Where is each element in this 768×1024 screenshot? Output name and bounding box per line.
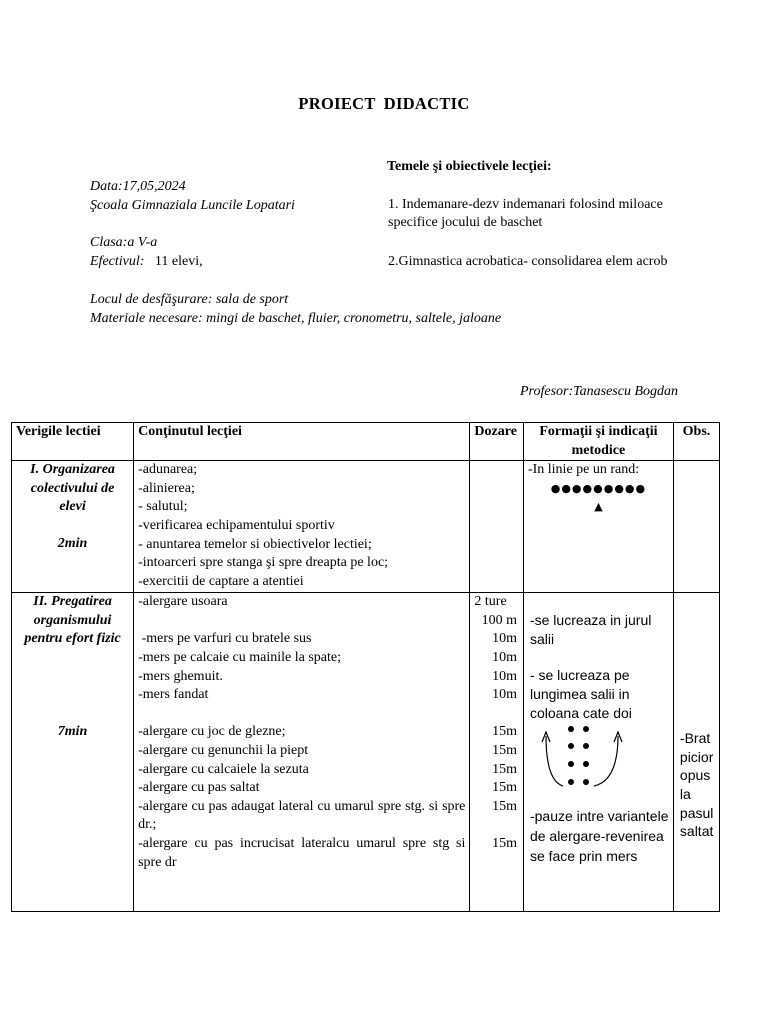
list-item: -alergare cu calcaiele la sezuta bbox=[138, 761, 309, 777]
formation-note-1: -se lucreaza in jurul salii bbox=[529, 612, 652, 647]
dosage-value: 15m bbox=[492, 780, 517, 796]
dosage-value bbox=[472, 816, 517, 835]
column-formation-diagram bbox=[530, 722, 669, 794]
header-formation: Formaţii şi indicaţii metodice bbox=[523, 423, 673, 461]
dosage-value: 10m bbox=[492, 631, 517, 647]
list-item: -exercitii de captare a atentiei bbox=[138, 573, 304, 589]
list-item: -alergare cu pas saltat bbox=[138, 780, 260, 796]
header-stages: Verigile lectiei bbox=[12, 423, 134, 461]
table-row bbox=[12, 593, 720, 912]
stage-1-formation bbox=[523, 461, 673, 593]
stage-2-obs bbox=[673, 593, 719, 912]
dosage-value: 10m bbox=[492, 649, 517, 665]
list-item: -verificarea echipamentului sportiv bbox=[138, 517, 335, 533]
list-item: -adunarea; bbox=[138, 462, 198, 478]
dosage-value: 2 ture bbox=[474, 594, 507, 610]
formation-line-label: -In linie pe un rand: bbox=[527, 462, 640, 478]
dosage-value: 100 m bbox=[481, 612, 517, 628]
list-item: -alergare usoara bbox=[138, 594, 228, 610]
lesson-date: Data:17,05,2024 bbox=[90, 179, 186, 194]
stage-2-dosage bbox=[470, 593, 524, 912]
list-item: -mers fandat bbox=[138, 687, 209, 703]
table-row bbox=[12, 461, 720, 593]
stage-1-content bbox=[134, 461, 470, 593]
stage-1-name: I. Organizarea colectivului de elevi bbox=[30, 462, 115, 515]
stage-2-time: 7min bbox=[57, 723, 88, 739]
stage-2-content bbox=[134, 593, 470, 912]
formation-dots-icon: ●●●●●●●●● bbox=[550, 481, 647, 495]
page-title: PROIECT DIDACTIC bbox=[298, 94, 470, 113]
stage-1-time: 2min bbox=[57, 535, 88, 551]
list-item: -alergare cu pas adaugat lateral cu umarul spre stg. si spre dr.; bbox=[138, 798, 466, 833]
dosage-value: 15m bbox=[492, 798, 517, 814]
stage-1-dosage bbox=[470, 461, 524, 593]
list-item: - anuntarea temelor si obiectivelor lectiei; bbox=[138, 536, 372, 552]
school-name: Şcoala Gimnaziala Luncile Lopatari bbox=[90, 198, 295, 213]
teacher-triangle-icon: ▲ bbox=[594, 500, 603, 514]
formation-note-2: - se lucreaza pe lungimea salii in coloana cate doi bbox=[529, 667, 632, 721]
list-item: -intoarceri spre stanga şi spre dreapta pe loc; bbox=[138, 555, 389, 571]
objective-1: 1. Indemanare-dezv indemanari folosind miloace specifice jocului de baschet bbox=[388, 197, 663, 230]
effective-label: Efectivul: bbox=[90, 254, 145, 269]
dosage-value: 10m bbox=[492, 687, 517, 703]
dosage-value: 15m bbox=[492, 835, 517, 851]
list-item: -alergare cu joc de glezne; bbox=[138, 724, 286, 740]
header-content: Conţinutul lecţiei bbox=[134, 423, 470, 461]
stage-1-cell bbox=[12, 461, 134, 593]
dosage-value bbox=[472, 705, 517, 724]
obs-note: -Brat picior opus la pasul saltat bbox=[679, 730, 714, 840]
dosage-value: 15m bbox=[492, 742, 517, 758]
list-item: -mers ghemuit. bbox=[138, 668, 223, 684]
effective-value: 11 elevi, bbox=[154, 254, 203, 269]
list-item: -alergare cu genunchii la piept bbox=[138, 742, 309, 758]
list-item: - salutul; bbox=[138, 499, 188, 515]
header-obs: Obs. bbox=[673, 423, 719, 461]
class-name: Clasa:a V-a bbox=[90, 235, 158, 250]
stage-2-name: II. Pregatirea organismului pentru efort fizic bbox=[24, 594, 121, 647]
stage-2-cell bbox=[12, 593, 134, 912]
dosage-value: 15m bbox=[492, 761, 517, 777]
effective bbox=[90, 253, 203, 272]
objectives-heading: Temele şi obiectivele lecţiei: bbox=[387, 159, 552, 174]
list-item bbox=[138, 705, 465, 724]
stage-1-obs bbox=[673, 461, 719, 593]
stage-2-formation bbox=[523, 593, 673, 912]
materials: Materiale necesare: mingi de baschet, fluier, cronometru, saltele, jaloane bbox=[90, 311, 502, 326]
teacher-name: Profesor:Tanasescu Bogdan bbox=[520, 384, 679, 399]
lesson-table bbox=[11, 422, 720, 912]
objective-2: 2.Gimnastica acrobatica- consolidarea elem acrob bbox=[388, 254, 668, 269]
list-item bbox=[138, 612, 465, 631]
list-item: -mers pe varfuri cu bratele sus bbox=[138, 631, 312, 647]
dosage-value: 10m bbox=[492, 668, 517, 684]
list-item: -alinierea; bbox=[138, 480, 195, 496]
location: Locul de desfăşurare: sala de sport bbox=[90, 292, 289, 307]
list-item: -mers pe calcaie cu mainile la spate; bbox=[138, 649, 341, 665]
header-dosage: Dozare bbox=[470, 423, 524, 461]
list-item: -alergare cu pas incrucisat lateralcu umarul spre stg si spre dr bbox=[138, 835, 466, 870]
formation-note-3: -pauze intre variantele de alergare-revenirea se face prin mers bbox=[529, 808, 669, 865]
table-header-row bbox=[12, 423, 720, 461]
dosage-value: 15m bbox=[492, 724, 517, 740]
two-column-run-icon bbox=[536, 722, 636, 794]
